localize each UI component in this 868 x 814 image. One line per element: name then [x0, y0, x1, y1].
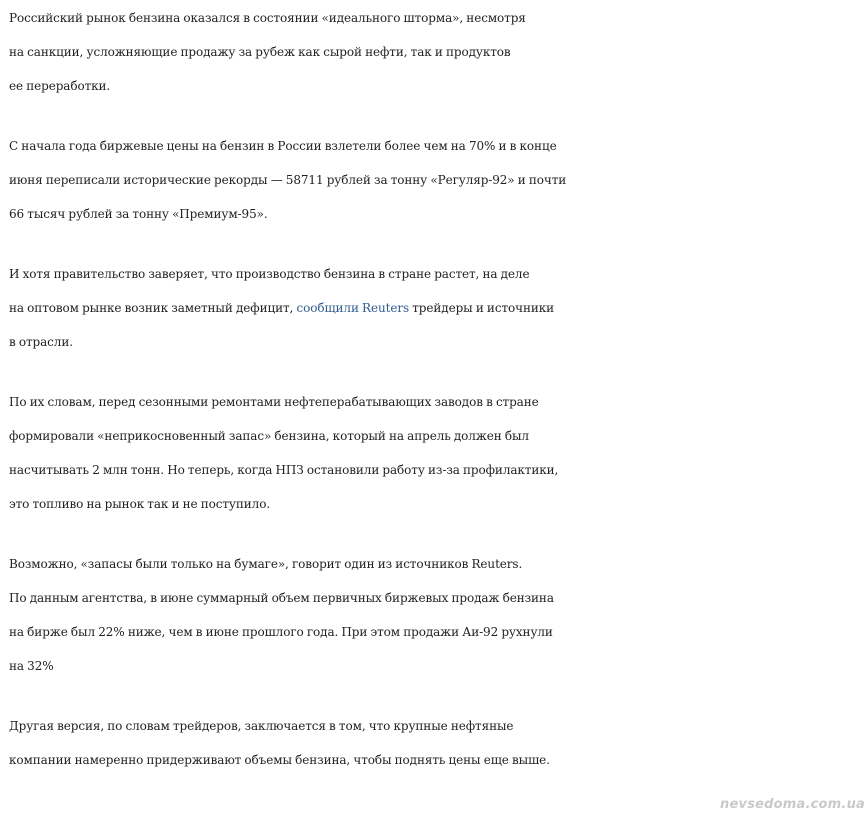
article-body	[9, 0, 865, 803]
text-line: По данным агентства, в июне суммарный объем первичных биржевых продаж бензина	[9, 591, 554, 605]
text-line: на 32%	[9, 659, 54, 673]
text-line: на санкции, усложняющие продажу за рубеж как сырой нефти, так и продуктов	[9, 45, 511, 59]
paragraph-2	[9, 129, 865, 231]
text-line: июня переписали исторические рекорды — 58711 рублей за тонну «Регуляр-92» и почти	[9, 173, 567, 187]
text-line: насчитывать 2 млн тонн. Но теперь, когда НПЗ остановили работу из-за профилактики,	[9, 463, 559, 477]
paragraph-1	[9, 1, 865, 103]
text-fragment: трейдеры и источники	[409, 301, 555, 315]
text-line: ее переработки.	[9, 79, 111, 93]
paragraph-3	[9, 257, 865, 359]
text-fragment: на оптовом рынке возник заметный дефицит,	[9, 301, 297, 315]
text-line: Другая версия, по словам трейдеров, заключается в том, что крупные нефтяные	[9, 719, 514, 733]
text-line: С начала года биржевые цены на бензин в России взлетели более чем на 70% и в конце	[9, 139, 557, 153]
text-line: это топливо на рынок так и не поступило.	[9, 497, 271, 511]
text-line: на бирже был 22% ниже, чем в июне прошлого года. При этом продажи Аи-92 рухнули	[9, 625, 553, 639]
paragraph-4	[9, 385, 865, 521]
site-watermark: nevsedoma.com.ua	[720, 797, 865, 812]
text-line: Российский рынок бензина оказался в состоянии «идеального шторма», несмотря	[9, 11, 526, 25]
text-line: формировали «неприкосновенный запас» бензина, который на апрель должен был	[9, 429, 529, 443]
paragraph-5	[9, 547, 865, 683]
text-line	[9, 291, 865, 325]
text-line: в отрасли.	[9, 335, 73, 349]
paragraph-6	[9, 709, 865, 777]
text-line: И хотя правительство заверяет, что производство бензина в стране растет, на деле	[9, 267, 530, 281]
reuters-source-link[interactable]: сообщили Reuters	[296, 301, 410, 315]
text-line: По их словам, перед сезонными ремонтами нефтеперабатывающих заводов в стране	[9, 395, 539, 409]
text-line: компании намеренно придерживают объемы бензина, чтобы поднять цены еще выше.	[9, 753, 550, 767]
text-line: 66 тысяч рублей за тонну «Премиум-95».	[9, 207, 268, 221]
text-line: Возможно, «запасы были только на бумаге», говорит один из источников Reuters.	[9, 557, 523, 571]
